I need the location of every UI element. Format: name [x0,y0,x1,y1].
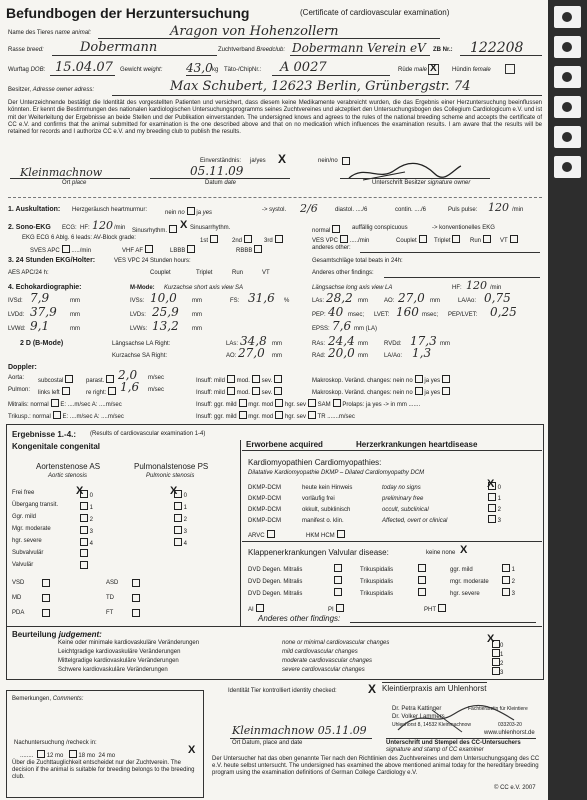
judgement-row-de: Leichtgradige kardiovaskuläre Veränderungen [58,649,181,655]
place-value[interactable]: Kleinmachnow [20,166,103,179]
s2-hf-value[interactable]: 120 [92,219,113,232]
ivsd-unit: mm [70,298,80,304]
binder-strip [548,0,587,800]
s4-long: Längsachse long axis view LA [312,285,393,291]
pep-label: PEP: [312,312,326,318]
s4-hf-unit: /min [490,285,502,291]
las-label: LAs: [312,298,325,304]
ps-subtitle: Pulmonic stenosis [146,473,195,479]
vsd-label: VSD [12,580,25,586]
pda-label: PDA [12,610,25,616]
epss-label: EPSS: [312,326,330,332]
ft-checkbox[interactable] [132,609,140,617]
doppler-mitralis: Mitralis: normal E: ....m/sec A: ....m/sec [8,399,122,409]
doppler-trikusp: Trikusp.: normal E: ....m/sec A: ....m/sec [8,411,124,421]
rvdd-label: RVDd: [384,341,402,347]
s2-deg3: 3rd [264,235,283,245]
valve-title: Klappenerkrankungen Valvular disease: [248,548,389,557]
cm-mark: X [487,478,495,490]
cm-row[interactable]: DKMP-DCM manifest o. klin. Affected, overt or clinical 3 [248,515,501,525]
stamp-street: Uhlenhorst 8, 14532 Kleinmachnow [392,722,471,728]
stamp-phone: 033203-20 [498,722,522,728]
s1-diastol: diastol. ..../6 [335,207,368,213]
valve-none: keine none [426,550,456,556]
s3-aes: AES APC/24 h: [8,270,49,276]
ps-grade-option[interactable]: 4 [172,538,187,548]
ps-title: Pulmonalstenose PS [134,462,209,471]
s1-systol-value[interactable]: 2/6 [300,202,318,215]
owner-value[interactable]: Max Schubert, 12623 Berlin, Grünbergstr. 74 [170,79,471,94]
lvds-label: LVDs: [130,312,146,318]
epss-unit: mm (LA) [354,326,377,332]
judgement-row-de: Schwere kardiovaskuläre Veränderungen [58,667,168,673]
heart-disease-label: Herzerkrankungen heartdisease [356,440,478,449]
lvws-unit: mm [192,326,202,332]
as-grade-option[interactable]: 3 [78,526,93,536]
ra-value[interactable]: 20,0 [328,346,355,360]
s4-hf: HF: [452,285,462,291]
other-findings-label: Anderes other findings: [258,614,341,623]
name-label: Name des Tieres name animal: [8,30,92,36]
s2-run: Run [470,235,491,245]
as-subtitle: Aortic stenosis [48,473,88,479]
lvwd-value[interactable]: 9,1 [30,319,50,333]
doppler-trikusp-insuff: Insuff: ggr. mild mgr. mod hgr. sev TR .......m/sec [196,411,355,421]
acquired-label: Erworbene acquired [246,440,323,449]
s2-konv: -> konventionelles EKG [432,225,495,231]
vsd-checkbox[interactable] [42,579,50,587]
as-grade-option[interactable]: 4 [78,538,93,548]
las2-unit: mm [272,341,282,347]
s1-pulse: Puls pulse: [448,207,478,213]
cm-row[interactable]: DKMP-DCM okkult, subklinisch occult, subclinical 2 [248,504,501,514]
ao-value[interactable]: 27,0 [398,291,425,305]
ps-grade-option[interactable]: 3 [172,526,187,536]
ivsd-value[interactable]: 7,9 [30,291,50,305]
consent-no[interactable]: nein/no [318,158,338,164]
doppler-aorta-value[interactable]: 2,0 [118,368,138,382]
doppler-aorta-insuff: Insuff: mild mod. sev. [196,375,282,385]
signature-label: Unterschrift Besitzer signature owner [372,180,471,186]
doppler-pulmon: Pulmon: [8,387,31,393]
ps-grade-option[interactable]: 2 [172,514,187,524]
lvds-value[interactable]: 25,9 [152,305,179,319]
grade-label: Frei free [12,490,35,496]
laao-label: LA/Ao: [458,298,477,304]
pi-label: PI [328,604,344,614]
lvds-unit: mm [192,312,202,318]
doppler-right: re right: [86,387,116,397]
recheck-options: ........ 12 mo 18 mo 24 mo [20,750,115,760]
s2-sinus: Sinusrhythm. [132,225,177,235]
stud-value[interactable]: 122208 [470,40,524,56]
valve-row[interactable]: DVD Degen. Mitralis Trikuspidalis hgr. severe 3 [248,588,515,598]
ras-label: RAs: [312,341,326,347]
club-value[interactable]: Dobermann Verein eV [292,41,426,55]
examiner-sign-label-en: signature and stamp of CC examiner [386,747,484,753]
lvet-value[interactable]: 160 [396,305,419,319]
las-unit: mm [358,298,368,304]
grade-label: Valvulär [12,562,34,568]
judgement-mark: X [487,633,495,645]
ps-grade-option[interactable]: 0 [172,490,187,500]
page-title: Befundbogen der Herzuntersuchung [6,5,250,21]
fs-label: FS: [230,298,240,304]
judgement-row-de: Keine oder minimale kardiovaskuläre Veränderungen [58,640,200,646]
ra-label: RAd: [312,353,326,359]
s1-murmur: Herzgeräusch heartmurmur: [72,207,148,213]
asd-checkbox[interactable] [132,579,140,587]
md-checkbox[interactable] [42,594,50,602]
s2-vt: VT [500,235,518,245]
copyright: © CC e.V. 2007 [494,785,536,791]
rvdd-value[interactable]: 17,3 [410,334,437,348]
weight-label: Gewicht weight: [120,67,163,73]
recheck-label: Nachuntersuchung /recheck in: [14,740,97,746]
ao-label: AO: [384,298,395,304]
examiner-place-date[interactable]: Kleinmachnow 05.11.09 [232,724,367,737]
place-label: Ort place [62,180,87,186]
s2-ecg: ECG: [62,225,77,231]
s3-vt: VT [262,270,270,276]
doppler-pulmon-value[interactable]: 1,6 [120,380,140,394]
fs-value[interactable]: 31,6 [248,291,275,305]
judgement-row-en: moderate cardiovascular changes [282,658,373,664]
lao2-value[interactable]: 1,3 [412,346,432,360]
ao2-value[interactable]: 27,0 [238,346,265,360]
s2-sinus-mark: X [180,219,188,231]
pda-checkbox[interactable] [42,609,50,617]
disclaimer-text: Der Unterzeichnende bestätigt die Identität des vorgestellten Patienten und versichert, dass diesem keine Medikamente verabreicht wurden, die das Ergebnis einer Herzuntersuchung beeinflussen könnten. Er kennt die Bestimmungen des nationalen kardiologischen Untersuchungsprogramms seines Zuchtvereines und akzeptiert den Untersuchungsbogen des Collegium Cardiologicum e.V. und ist mit der Weiterleitung der Ergebnisse an beide Stellen und der Publikation einverstanden. The undersigned knows and agrees to the rules of the national breeding scheme and accepts the certificate of CC e.V. and confirms that the animal submitted for examination is the one described above and that on no medication which influences the examination results. I am aware that the results will be retained for records and I authorize CC e.V. and my breeding club to publish the results. [8,100,542,136]
s1-pulse-unit: /min [512,207,524,213]
s2-auffaellig: auffällig conspicuous [352,225,408,231]
dob-value[interactable]: 15.04.07 [55,60,113,75]
grade-label: Übergang transit. [12,502,59,508]
footer-text: Der Untersucher hat das oben genannte Tier nach den Richtlinien des Zuchtvereines und dem Untersuchungsgang des CC e.V. heute selbst untersucht. The undersigned has examined the above mentioned animal today for the hereditary breeding program using the examination definitions of German College Cardiology e.V. [212,756,540,777]
examiner-sign-label: Unterschrift und Stempel des CC-Untersuchers [386,740,521,746]
doppler-label: Doppler: [8,364,37,371]
judgement-option[interactable]: 0 [490,640,503,650]
judgement-option[interactable]: 1 [490,649,503,659]
judgement-option[interactable]: 3 [490,667,503,677]
lvws-value[interactable]: 13,2 [152,319,179,333]
identity-label: Identität Tier kontrolliert identity checked: [228,688,337,694]
stamp-doctor2: Dr. Volker Lammers [392,714,445,720]
as-grade-option[interactable]: 1 [78,502,93,512]
s3-label: 3. 24 Stunden EKG/Holter: [8,257,96,264]
judgement-row-en: mild cardiovascular changes [282,649,358,655]
doppler-links: links left [38,387,70,397]
results-header: Ergebnisse 1.-4.: [12,430,77,439]
s4-label: 4. Echokardiographie: [8,284,82,291]
valve-row[interactable]: DVD Degen. Mitralis Trikuspidalis ggr. mild 1 [248,564,515,574]
rvdd-unit: mm [440,341,450,347]
as-grade-option[interactable]: 0 [78,490,93,500]
cm-row[interactable]: DKMP-DCM vorläufig frei preliminary free 1 [248,493,501,503]
results-divider [240,440,241,626]
judgement-option[interactable]: 2 [490,658,503,668]
s2-label: 2. Sono-EKG [8,224,51,231]
recheck-note: Über die Zuchttauglichkeit entscheidet nur der Zuchtverein. The decision if the animal is suitable for breeding belongs to the breeding club. [12,760,195,780]
s3-other: Anderes other findings: [312,270,374,276]
animal-name-value[interactable]: Aragon von Hohenzollern [170,24,339,39]
hkm-label: HKM HCM [306,530,345,540]
s2-lbbb: LBBB [170,245,195,255]
grade-checkbox[interactable] [80,549,88,557]
stud-label: ZB Nr.: [433,47,453,53]
date-value[interactable]: 05.11.09 [190,164,244,178]
ras-value[interactable]: 24,4 [328,334,355,348]
s4-mmode-desc: Kurzachse short axis view SA [164,285,244,291]
examiner-signature [392,700,522,736]
stamp-doctor1: Dr. Petra Kattinger [392,706,442,712]
female-checkbox[interactable] [505,64,515,74]
las-value[interactable]: 28,2 [326,291,353,305]
stamp-web: www.uhlenhorst.de [484,730,535,736]
grade-label: Mgr. moderate [12,526,51,532]
las2-label: LAs: [226,341,239,347]
ai-label: AI [248,604,264,614]
pep-value[interactable]: 40 [328,305,344,319]
consent-yes-mark: X [278,152,287,166]
s2-sinusarr: Sinusarrhythm. [190,225,231,231]
lvwd-unit: mm [70,326,80,332]
weight-unit: kg [212,67,219,73]
s4-mmode: M-Mode: [130,285,155,291]
s1-systol: -> systol. [262,207,287,213]
doppler-pulmon-unit: m/sec [148,387,165,393]
lvdd-label: LVDd: [8,312,25,318]
cm-subtitle: Dilatative Kardiomyopathie DKMP – Dilated Cardiomyopathy DCM [248,470,425,476]
stamp-role: Fachtierärztin für Kleintiere [468,706,528,712]
chip-label: Täto-/ChipNr.: [224,67,262,73]
bmode-short: Kurzachse SA Right: [112,353,168,359]
consent-label: Einverständnis: [200,158,242,164]
s2-sves: SVES APC ...../min [30,245,91,255]
page-title-en: (Certificate of cardiovascular examination) [300,8,450,17]
identity-mark: X [368,682,377,696]
judgement-row-en: none or minimal cardiovascular changes [282,640,390,646]
s2-rbbb: RBBB [236,245,262,255]
epss-value[interactable]: 7,6 [332,319,352,333]
grade-checkbox[interactable] [80,561,88,569]
lvws-label: LVWs: [130,326,148,332]
doppler-mitralis-insuff: Insuff: ggr. mild mgr. mod hgr. sev SAM Prolaps: ja yes -> in mm ....... [196,399,420,409]
s2-vhf: VHF AF [122,245,153,255]
ps-mark: X [170,485,178,497]
chip-value[interactable]: A 0027 [280,60,327,75]
s2-triplet: Triplet [434,235,460,245]
consent-yes[interactable]: ja/yes [250,158,266,164]
remarks-label: Bemerkungen, Comments: [12,696,84,702]
club-label: Zuchtverband Breedclub: [218,47,286,53]
s3-total: Gesamtschläge total beats in 24h: [312,258,403,264]
bmode-long: Längsachse LA Right: [112,341,171,347]
dob-label: Wurftag DOB: [8,67,46,73]
doppler-aorta-unit: m/sec [148,375,165,381]
arvc-label: ARVC [248,530,275,540]
s1-label: 1. Auskultation: [8,206,61,213]
s2-others: anderes other: [312,245,351,251]
owner-label: Besitzer, Adresse owner adress: [8,87,95,93]
doppler-parast: parast. [86,375,114,385]
ivss-label: IVSs: [130,298,145,304]
s3-couplet: Couplet [150,270,171,276]
td-checkbox[interactable] [132,594,140,602]
doppler-aorta: Aorta: [8,375,25,381]
lvdd-value[interactable]: 37,9 [30,305,57,319]
breed-value[interactable]: Dobermann [80,40,158,55]
stamp-practice: Kleintierpraxis am Uhlenhorst [382,684,487,693]
ras-unit: mm [358,341,368,347]
ft-label: FT [106,610,114,616]
lvwd-label: LVWd: [8,326,26,332]
as-grade-option[interactable]: 2 [78,514,93,524]
female-label: Hündin female [452,67,491,73]
ra-unit: mm [358,353,368,359]
judgement-label: Beurteilung judgement: [12,630,102,639]
s3-ves: VES VPC 24 Stunden hours: [114,258,191,264]
grade-label: Ggr. mild [12,514,37,520]
as-title: Aortenstenose AS [36,462,101,471]
breed-label: Rasse breed: [8,47,44,53]
congenital-label: Kongenitale congenital [12,442,101,451]
ps-grade-option[interactable]: 1 [172,502,187,512]
ao-unit: mm [430,298,440,304]
weight-value[interactable]: 43,0 [186,61,213,75]
s2-ves: VES VPC ...../min [312,235,369,245]
results-header-en: (Results of cardiovascular examination 1-4) [90,431,206,437]
lao2-label: LA/Ao: [384,353,403,359]
male-checkbox[interactable]: X [428,64,439,75]
valve-mark: X [460,544,468,556]
as-mark: X [76,485,84,497]
judgement-row-en: severe cardiovascular changes [282,667,365,673]
doppler-pulmon-insuff: Insuff: mild mod. sev. [196,387,282,397]
s2-ekg-line: EKG ECG 6 Ablg. 6 leads: AV-Block grade: [22,235,136,241]
examiner-place-date-label: Ort Datum, place and date [232,740,303,746]
ivsd-label: IVSd: [8,298,23,304]
pep-unit: msec; [348,312,365,318]
cm-title: Kardiomyopathien Cardiomyopathies: [248,458,382,467]
date-label: Datum date [205,180,237,186]
valve-row[interactable]: DVD Degen. Mitralis Trikuspidalis mgr. moderate 2 [248,576,515,586]
ivss-value[interactable]: 10,0 [150,291,177,305]
ao2-label: AO: [226,353,237,359]
ao2-unit: mm [272,353,282,359]
recheck-24-mark: X [188,744,196,756]
ivss-unit: mm [192,298,202,304]
male-label: Rüde male [398,67,428,73]
judgement-row-de: Mittelgradige kardiovaskuläre Veränderungen [58,658,179,664]
s2-normal: normal [312,225,340,235]
grade-label: hgr. severe [12,538,42,544]
doppler-pulmon-makro: Makroskop. Veränd. changes: nein no ja yes [312,387,450,397]
lvet-unit: msec; [422,312,439,318]
fs-unit: % [284,298,290,304]
s4-hf-value[interactable]: 120 [466,279,487,292]
md-label: MD [12,595,22,601]
s2-deg1: 1st [200,235,218,245]
s3-run: Run [232,270,244,276]
s2-hf-unit: /min [114,225,126,231]
s3-triplet: Triplet [196,270,213,276]
s1-pulse-value[interactable]: 120 [488,201,509,214]
s2-couplet: Couplet [396,235,427,245]
laao-value[interactable]: 0,75 [484,291,511,305]
cm-row[interactable]: DKMP-DCM heute kein Hinweis today no signs 0 [248,482,501,492]
peplvet-label: PEP/LVET: [448,312,478,318]
td-label: TD [106,595,114,601]
doppler-aorta-makro: Makroskop. Veränd. changes: nein no ja yes [312,375,450,385]
s1-no: nein no ja yes [165,207,212,217]
asd-label: ASD [106,580,119,586]
lvdd-unit: mm [70,312,80,318]
pht-label: PHT [424,604,446,614]
doppler-subcostal: subcostal [38,375,73,385]
lvet-label: LVET: [374,312,390,318]
bmode-label: 2 D (B-Mode) [20,340,64,347]
s2-hf: HF: [80,225,90,231]
las2-value[interactable]: 34,8 [240,334,267,348]
s2-deg2: 2nd [232,235,252,245]
s1-contin: contin. ..../6 [395,207,427,213]
grade-label: Subvalvulär [12,550,44,556]
peplvet-value[interactable]: 0,25 [490,305,517,319]
